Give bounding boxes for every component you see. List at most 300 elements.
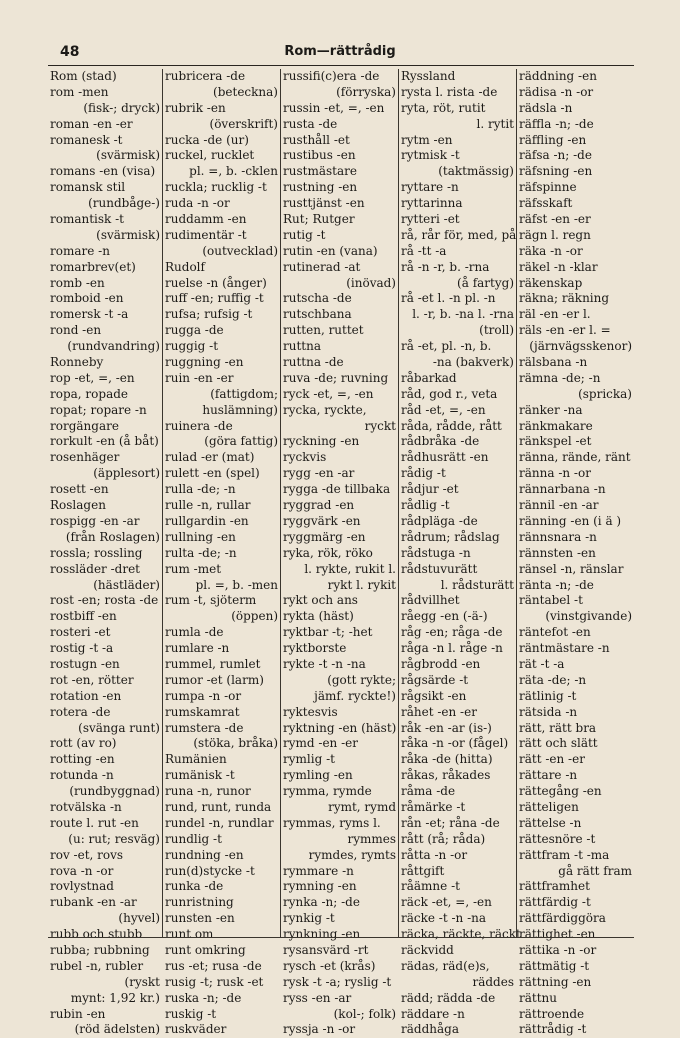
entry-line: rälsbana -n [519,355,588,370]
entry-line: rå -et, pl. -n, b. [401,339,492,354]
dictionary-columns [48,69,634,1037]
entry-line: rådhusrätt -en [401,450,489,465]
entry-line: rutinerad -at [283,259,361,274]
entry-line: räckvidd [401,942,454,957]
entry-line: rån -et; råna -de [401,815,500,830]
entry-line: (rundbyggnad) [69,784,160,799]
entry-line: ruda -n -or [165,196,230,211]
entry-line: ruskig -t [165,1006,217,1021]
entry-line: (hyvel) [118,911,160,926]
entry-line: l. rykte, rukit l. [304,561,396,576]
entry-line: Rut; Rutger [283,212,355,227]
entry-line: råka -n -or (fågel) [401,736,509,751]
entry-line: -na (bakverk) [432,355,514,370]
entry-line: (kol-; folk) [333,1006,396,1021]
entry-line: rätlinig -t [519,688,577,703]
entry-line: rågsärde -t [401,672,469,687]
entry-line: romb -en [50,275,105,290]
entry-line: rundel -n, rundlar [165,815,274,830]
entry-line: rumla -de [165,625,224,640]
entry-line: rutscha -de [283,291,352,306]
entry-line: rymd -en -er [283,736,358,751]
entry-line: ryka, rök, röko [283,545,373,560]
entry-line: rott (av ro) [50,736,117,751]
entry-line: ruin -en -er [165,370,234,385]
entry-line: l. rytit [476,116,514,131]
entry-line: rådig -t [401,466,446,481]
entry-line: mynt: 1,92 kr.) [70,990,160,1005]
entry-line: rucka -de (ur) [165,132,249,147]
entry-line: rå -tt -a [401,243,447,258]
entry-line: (järnvägsskenor) [529,339,632,354]
entry-line: rättika -n -or [519,942,597,957]
entry-line: rudimentär -t [165,227,247,242]
entry-line: rulett -en (spel) [165,466,260,481]
entry-line: (outvecklad) [202,243,278,258]
entry-line: ränna, rände, ränt [519,450,631,465]
entry-line: rufsa; rufsig -t [165,307,253,322]
entry-line: romarbrev(et) [50,259,136,274]
entry-line: (överskrift) [209,116,278,131]
entry-line: räffling -en [519,132,587,147]
entry-line: romersk -t -a [50,307,129,322]
entry-line: räkel -n -klar [519,259,598,274]
entry-line: räntmästare -n [519,641,610,656]
entry-line: rotting -en [50,752,115,767]
entry-line: rullgardin -en [165,513,249,528]
entry-line: räntabel -t [519,593,583,608]
entry-line: rymdes, rymts [308,847,396,862]
entry-line: runristning [165,895,234,910]
entry-line: rot -en, rötter [50,672,134,687]
entry-line: råd -et, =, -en [401,402,486,417]
entry-line: råkas, råkades [401,768,491,783]
running-head: Rom—rättrådig [284,44,396,59]
entry-line: rulta -de; -n [165,545,237,560]
entry-line: rädisa -n -or [519,84,594,99]
entry-line: rotvälska -n [50,799,122,814]
entry-line: rop -et, =, -en [50,370,135,385]
entry-line: rättelse -n [519,815,582,830]
entry-line: ryss -en -ar [283,990,352,1005]
entry-line: rygga -de tillbaka [283,482,391,497]
entry-line: rusig -t; rusk -et [165,974,264,989]
entry-line: råegg -en (-ä-) [401,609,488,624]
page-number: 48 [60,44,80,60]
entry-line: rät -t -a [519,656,565,671]
entry-line: rumlare -n [165,641,230,656]
entry-line: rytteri -et [401,212,460,227]
entry-line: route l. rut -en [50,815,139,830]
entry-line: ruttna -de [283,355,344,370]
entry-line: ruckel, rucklet [165,148,255,163]
entry-line: (u: rut; resväg) [68,831,160,846]
entry-line: räntefot -en [519,625,591,640]
entry-line: romantisk -t [50,212,125,227]
entry-line: räck -et, =, -en [401,895,492,910]
entry-line: rostbiff -en [50,609,117,624]
entry-line: rymling -en [283,768,353,783]
entry-line: rykt l. rykit [327,577,396,592]
entry-line: Rumänien [165,752,227,767]
entry-line: rubrik -en [165,100,226,115]
entry-line: råk -en -ar (is-) [401,720,492,735]
entry-line: rysansvärd -rt [283,942,369,957]
entry-line: rytmisk -t [401,148,460,163]
entry-line: råda, rådde, rått [401,418,502,433]
entry-line: romare -n [50,243,110,258]
entry-line: rumpa -n -or [165,688,242,703]
column-1 [48,69,162,1037]
entry-line: rättighet -en [519,927,596,942]
entry-line: rost -en; rosta -de [50,593,159,608]
entry-line: rättfärdig -t [519,895,591,910]
entry-line: räcke -t -n -na [401,911,487,926]
entry-line: rutin -en (vana) [283,243,378,258]
entry-line: (svärmisk) [96,227,160,242]
entry-line: råtta -n -or [401,847,468,862]
entry-line: romanesk -t [50,132,123,147]
entry-line: (gott rykte; [327,672,396,687]
entry-line: rättare -n [519,768,578,783]
entry-line: råd, god r., veta [401,386,498,401]
entry-line: ropat; ropare -n [50,402,147,417]
entry-line: ruff -en; ruffig -t [165,291,264,306]
entry-line: (ryskt [124,974,160,989]
entry-line: rättfram -t -ma [519,847,610,862]
entry-line: rätsida -n [519,704,578,719]
entry-line: rymlig -t [283,752,335,767]
entry-line: rygg -en -ar [283,466,355,481]
entry-line: russifi(c)era -de [283,69,380,83]
column-3 [280,69,398,1037]
entry-line: ryck -et, =, -en [283,386,374,401]
entry-line: ryssja -n -or [283,1022,356,1037]
entry-line: rysk -t -a; ryslig -t [283,974,392,989]
entry-line: råka -de (hitta) [401,752,493,767]
entry-line: rostig -t -a [50,641,114,656]
entry-line: runa -n, runor [165,784,251,799]
column-2 [162,69,280,1037]
entry-line: rådstuga -n [401,545,471,560]
entry-line: rubin -en [50,1006,106,1021]
entry-line: rätt, rätt bra [519,720,597,735]
entry-line: (äpplesort) [93,466,160,481]
entry-line: räls -en -er l. = [519,323,611,338]
entry-line: rägn l. regn [519,227,591,242]
entry-line: rå -et l. -n pl. -n [401,291,496,306]
entry-line: ruddamm -en [165,212,247,227]
entry-line: rospigg -en -ar [50,513,140,528]
entry-line: råma -de [401,784,456,799]
entry-line: rättrådig -t [519,1022,587,1037]
entry-line: rådbråka -de [401,434,480,449]
entry-line: rädsla -n [519,100,573,115]
entry-line: ryggrad -en [283,498,355,513]
entry-line: rulad -er (mat) [165,450,255,465]
entry-line: rättframhet [519,879,590,894]
entry-line: (öppen) [231,609,278,624]
entry-line: huslämning) [202,402,278,417]
entry-line: rostugn -en [50,656,120,671]
entry-line: ruggning -en [165,355,244,370]
entry-line: rättnu [519,990,557,1005]
header-rule [48,65,634,66]
entry-line: rytm -en [401,132,453,147]
entry-line: (fattigdom; [210,386,278,401]
entry-line: rum -met [165,561,222,576]
entry-line: rugga -de [165,323,224,338]
entry-line: rysta l. rista -de [401,84,498,99]
entry-line: räkna; räkning [519,291,610,306]
entry-line: (taktmässig) [438,164,514,179]
entry-line: pl. =, b. -men [195,577,278,592]
entry-line: räddhåga [401,1022,459,1037]
entry-line: (hästläder) [93,577,160,592]
entry-line: rotera -de [50,704,111,719]
entry-line: Ryssland [401,69,456,83]
entry-line: rymmas, ryms l. [283,815,381,830]
entry-line: ryktborste [283,641,347,656]
entry-line: l. -r, b. -na l. -rna [412,307,514,322]
entry-line: rumor -et (larm) [165,672,264,687]
entry-line: rädd; rädda -de [401,990,496,1005]
entry-line: rosenhäger [50,450,120,465]
entry-line: ränker -na [519,402,583,417]
entry-line: rådvillhet [401,593,460,608]
entry-line: rov -et, rovs [50,847,124,862]
entry-line: rom -men [50,84,109,99]
entry-line: (svänga runt) [78,720,160,735]
entry-line: ruelse -n (ånger) [165,275,267,290]
entry-line: rättesnöre -t [519,831,596,846]
entry-line: rosett -en [50,482,109,497]
entry-line: (från Roslagen) [65,529,160,544]
entry-line: (rundvandring) [67,339,160,354]
entry-line: runsten -en [165,911,235,926]
entry-line: ryckvis [283,450,327,465]
entry-line: rännsnara -n [519,529,597,544]
entry-line: ryggvärk -en [283,513,361,528]
entry-line: (beteckna) [213,84,278,99]
column-4 [398,69,521,1037]
entry-line: råg -en; råga -de [401,625,503,640]
entry-line: rumänisk -t [165,768,235,783]
entry-line: Rom (stad) [50,69,117,83]
entry-line: rynka -n; -de [283,895,360,910]
entry-line: run(d)stycke -t [165,863,255,878]
entry-line: rädas, räd(e)s, [401,958,490,973]
entry-line: rund, runt, runda [165,799,272,814]
entry-line: rutig -t [283,227,326,242]
entry-line: rycka, ryckte, [283,402,367,417]
entry-line: pl. =, b. -cklen [189,164,278,179]
entry-line: rorkult -en (å båt) [50,434,159,449]
entry-line: rykte -t -n -na [283,656,366,671]
entry-line: rubricera -de [165,69,246,83]
entry-line: rustibus -en [283,148,356,163]
entry-line: räfsskaft [519,196,573,211]
entry-line: runt om [165,927,214,942]
entry-line: rum -t, sjöterm [165,593,257,608]
entry-line: rumstera -de [165,720,244,735]
entry-line: rännsten -en [519,545,596,560]
entry-line: Ronneby [50,355,104,370]
entry-line: (inövad) [346,275,396,290]
entry-line: räkenskap [519,275,583,290]
entry-line: råbarkad [401,370,457,385]
entry-line: rotunda -n [50,768,114,783]
entry-line: ränna -n -or [519,466,591,481]
entry-line: rova -n -or [50,863,114,878]
entry-line: räffla -n; -de [519,116,594,131]
entry-line: ryktesvis [283,704,338,719]
entry-line: rådjur -et [401,482,459,497]
entry-line: ruckla; rucklig -t [165,180,267,195]
entry-line: (förryska) [336,84,396,99]
entry-line: (spricka) [578,386,632,401]
entry-line: gå rätt fram [558,863,632,878]
entry-line: rullning -en [165,529,236,544]
entry-line: ränkspel -et [519,434,592,449]
entry-line: rågbrodd -en [401,656,481,671]
entry-line: rämna -de; -n [519,370,601,385]
entry-line: ränning -en (i ä ) [519,513,622,528]
entry-line: räddning -en [519,69,597,83]
entry-line: l. rådsturätt [440,577,514,592]
entry-line: rumskamrat [165,704,240,719]
entry-line: ryktbar -t; -het [283,625,373,640]
entry-line: rätt och slätt [519,736,598,751]
entry-line: rosteri -et [50,625,111,640]
entry-line: rättmätig -t [519,958,590,973]
entry-line: ryttarinna [401,196,463,211]
entry-line: rustning -en [283,180,358,195]
entry-line: räka -n -or [519,243,583,258]
entry-line: romboid -en [50,291,124,306]
entry-line: rustmästare [283,164,357,179]
entry-line: russin -et, =, -en [283,100,385,115]
entry-line: (fisk-; dryck) [83,100,160,115]
entry-line: råttgift [401,863,445,878]
entry-line: rätteligen [519,799,579,814]
entry-line: rysch -et (krås) [283,958,376,973]
entry-line: rusthåll -et [283,132,350,147]
entry-line: ränsel -n, ränslar [519,561,624,576]
entry-line: rulle -n, rullar [165,498,251,513]
entry-line: ryckning -en [283,434,360,449]
entry-line: råmärke -t [401,799,466,814]
entry-line: rynkning -en [283,927,361,942]
entry-line: räcka, räckte, räckt [401,927,521,942]
entry-line: Rudolf [165,259,205,274]
bottom-rule [48,937,634,938]
entry-line: (göra fattig) [204,434,278,449]
entry-line: rossläder -dret [50,561,140,576]
entry-line: rymmes [347,831,396,846]
entry-line: runt omkring [165,942,246,957]
entry-line: rännarbana -n [519,482,606,497]
entry-line: råhet -en -er [401,704,477,719]
entry-line: ropa, ropade [50,386,129,401]
entry-line: romans -en (visa) [50,164,156,179]
entry-line: romansk stil [50,180,126,195]
entry-line: rubb och stubb [50,927,143,942]
entry-line: rymmare -n [283,863,354,878]
entry-line: rossla; rossling [50,545,143,560]
entry-line: ruinera -de [165,418,233,433]
entry-line: rundlig -t [165,831,222,846]
entry-line: räl -en -er l. [519,307,591,322]
entry-line: ruggig -t [165,339,219,354]
entry-line: Roslagen [50,498,106,513]
entry-line: räta -de; -n [519,672,587,687]
entry-line: rymt, rymd [328,799,396,814]
entry-line: rynkig -t [283,911,335,926]
entry-line: rus -et; rusa -de [165,958,262,973]
entry-line: räfst -en -er [519,212,591,227]
entry-line: rovlystnad [50,879,114,894]
entry-line: (svärmisk) [96,148,160,163]
entry-line: rå, rår för, med, på [401,227,517,242]
entry-line: ruva -de; ruvning [283,370,389,385]
entry-line: rådpläga -de [401,513,478,528]
entry-line: jämf. ryckte!) [314,688,396,703]
entry-line: ryckt [364,418,396,433]
entry-line: rundning -en [165,847,244,862]
entry-line: rubel -n, rubler [50,958,144,973]
entry-line: rådrum; rådslag [401,529,500,544]
entry-line: runka -de [165,879,224,894]
entry-line: rykta (häst) [283,609,354,624]
entry-line: ryttare -n [401,180,459,195]
entry-line: rått (rå; råda) [401,831,486,846]
entry-line: ruska -n; -de [165,990,242,1005]
entry-line: rymning -en [283,879,357,894]
entry-line: ryta, röt, rutit [401,100,486,115]
entry-line: rå -n -r, b. -rna [401,259,490,274]
entry-line: (å fartyg) [457,275,514,290]
entry-line: rätt -en -er [519,752,585,767]
entry-line: räfspinne [519,180,577,195]
entry-line: rond -en [50,323,102,338]
entry-line: rutschbana [283,307,352,322]
entry-line: (röd ädelsten) [74,1022,160,1037]
entry-line: rubank -en -ar [50,895,137,910]
entry-line: (rundbåge-) [88,196,160,211]
entry-line: råga -n l. råge -n [401,641,503,656]
entry-line: rutten, ruttet [283,323,364,338]
entry-line: ruskväder [165,1022,227,1037]
entry-line: rusta -de [283,116,338,131]
entry-line: rådstuvurätt [401,561,478,576]
entry-line: rummel, rumlet [165,656,261,671]
entry-line: rättegång -en [519,784,602,799]
entry-line: rykt och ans [283,593,358,608]
entry-line: räddes [472,974,514,989]
entry-line: (stöka, bråka) [193,736,278,751]
entry-line: räddare -n [401,1006,465,1021]
entry-line: ruttna [283,339,321,354]
entry-line: rulla -de; -n [165,482,236,497]
entry-line: rågsikt -en [401,688,467,703]
entry-line: (troll) [479,323,514,338]
entry-line: rättroende [519,1006,585,1021]
entry-line: ryktning -en (häst) [283,720,397,735]
entry-line: ränkmakare [519,418,593,433]
entry-line: roman -en -er [50,116,133,131]
entry-line: rättning -en [519,974,592,989]
